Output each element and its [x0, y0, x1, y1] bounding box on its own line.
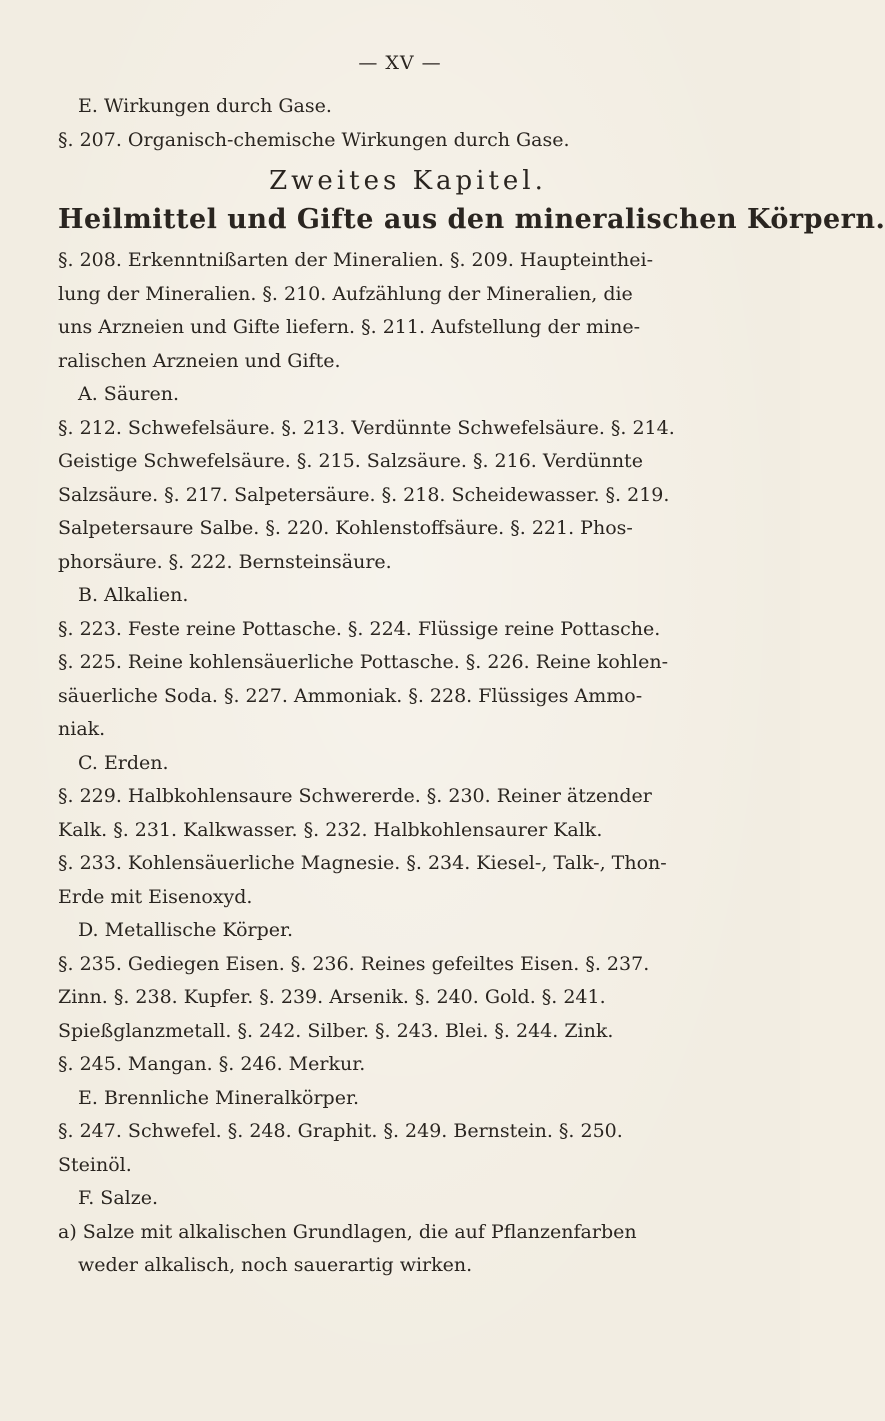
toc-section-heading: C. Erden. — [78, 751, 169, 774]
toc-entry: niak. — [58, 718, 106, 740]
toc-section-heading: F. Salze. — [78, 1187, 159, 1209]
toc-entry: §. 233. Kohlensäuerliche Magnesie. §. 234. Kiesel-, Talk-, Thon- — [58, 852, 667, 874]
toc-entry: uns Arzneien und Gifte liefern. §. 211. Aufstellung der mine- — [58, 316, 641, 338]
toc-entry: Salpetersaure Salbe. §. 220. Kohlenstoffsäure. §. 221. Phos- — [58, 517, 633, 539]
toc-entry: §. 229. Halbkohlensaure Schwererde. §. 230. Reiner ätzender — [58, 785, 652, 807]
toc-entry: Salzsäure. §. 217. Salpetersäure. §. 218. Scheidewasser. §. 219. — [58, 483, 670, 506]
toc-entry: phorsäure. §. 222. Bernsteinsäure. — [58, 550, 392, 573]
toc-entry: §. 212. Schwefelsäure. §. 213. Verdünnte Schwefelsäure. §. 214. — [58, 416, 675, 439]
chapter-title: Heilmittel und Gifte aus den mineralischen Körpern. — [58, 203, 885, 235]
toc-entry: §. 235. Gediegen Eisen. §. 236. Reines gefeiltes Eisen. §. 237. — [58, 952, 650, 975]
toc-entry: §. 245. Mangan. §. 246. Merkur. — [58, 1053, 366, 1075]
toc-entry: §. 225. Reine kohlensäuerliche Pottasche. §. 226. Reine kohlen- — [58, 651, 669, 673]
toc-entry: ralischen Arzneien und Gifte. — [58, 349, 341, 372]
toc-entry: säuerliche Soda. §. 227. Ammoniak. §. 228. Flüssiges Ammo- — [58, 684, 643, 707]
toc-entry: Zinn. §. 238. Kupfer. §. 239. Arsenik. §. 240. Gold. §. 241. — [58, 986, 606, 1008]
toc-entry: Erde mit Eisenoxyd. — [58, 885, 253, 908]
toc-entry: Spießglanzmetall. §. 242. Silber. §. 243. Blei. §. 244. Zink. — [58, 1019, 614, 1042]
toc-section-heading: A. Säuren. — [78, 383, 179, 405]
toc-entry: a) Salze mit alkalischen Grundlagen, die auf Pflanzenfarben — [58, 1220, 637, 1243]
toc-section-heading: E. Wirkungen durch Gase. — [78, 95, 332, 117]
page-header: — XV — — [358, 52, 442, 74]
toc-entry: Geistige Schwefelsäure. §. 215. Salzsäure. §. 216. Verdünnte — [58, 450, 643, 472]
toc-entry: §. 247. Schwefel. §. 248. Graphit. §. 249. Bernstein. §. 250. — [58, 1120, 623, 1142]
toc-section-heading: E. Brennliche Mineralkörper. — [78, 1086, 360, 1109]
toc-entry: weder alkalisch, noch sauerartig wirken. — [78, 1254, 473, 1276]
chapter-heading: Zweites Kapitel. — [269, 166, 547, 196]
toc-entry: §. 208. Erkenntnißarten der Mineralien. §. 209. Haupteinthei- — [58, 249, 654, 271]
toc-entry: Kalk. §. 231. Kalkwasser. §. 232. Halbkohlensaurer Kalk. — [58, 818, 603, 841]
table-of-contents — [58, 90, 885, 1283]
toc-section-heading: B. Alkalien. — [78, 584, 189, 606]
toc-entry: §. 207. Organisch-chemische Wirkungen durch Gase. — [58, 128, 570, 151]
toc-section-heading: D. Metallische Körper. — [78, 919, 294, 941]
toc-entry: lung der Mineralien. §. 210. Aufzählung der Mineralien, die — [58, 282, 633, 305]
toc-entry: Steinöl. — [58, 1153, 132, 1176]
toc-entry: §. 223. Feste reine Pottasche. §. 224. Flüssige reine Pottasche. — [58, 617, 661, 640]
